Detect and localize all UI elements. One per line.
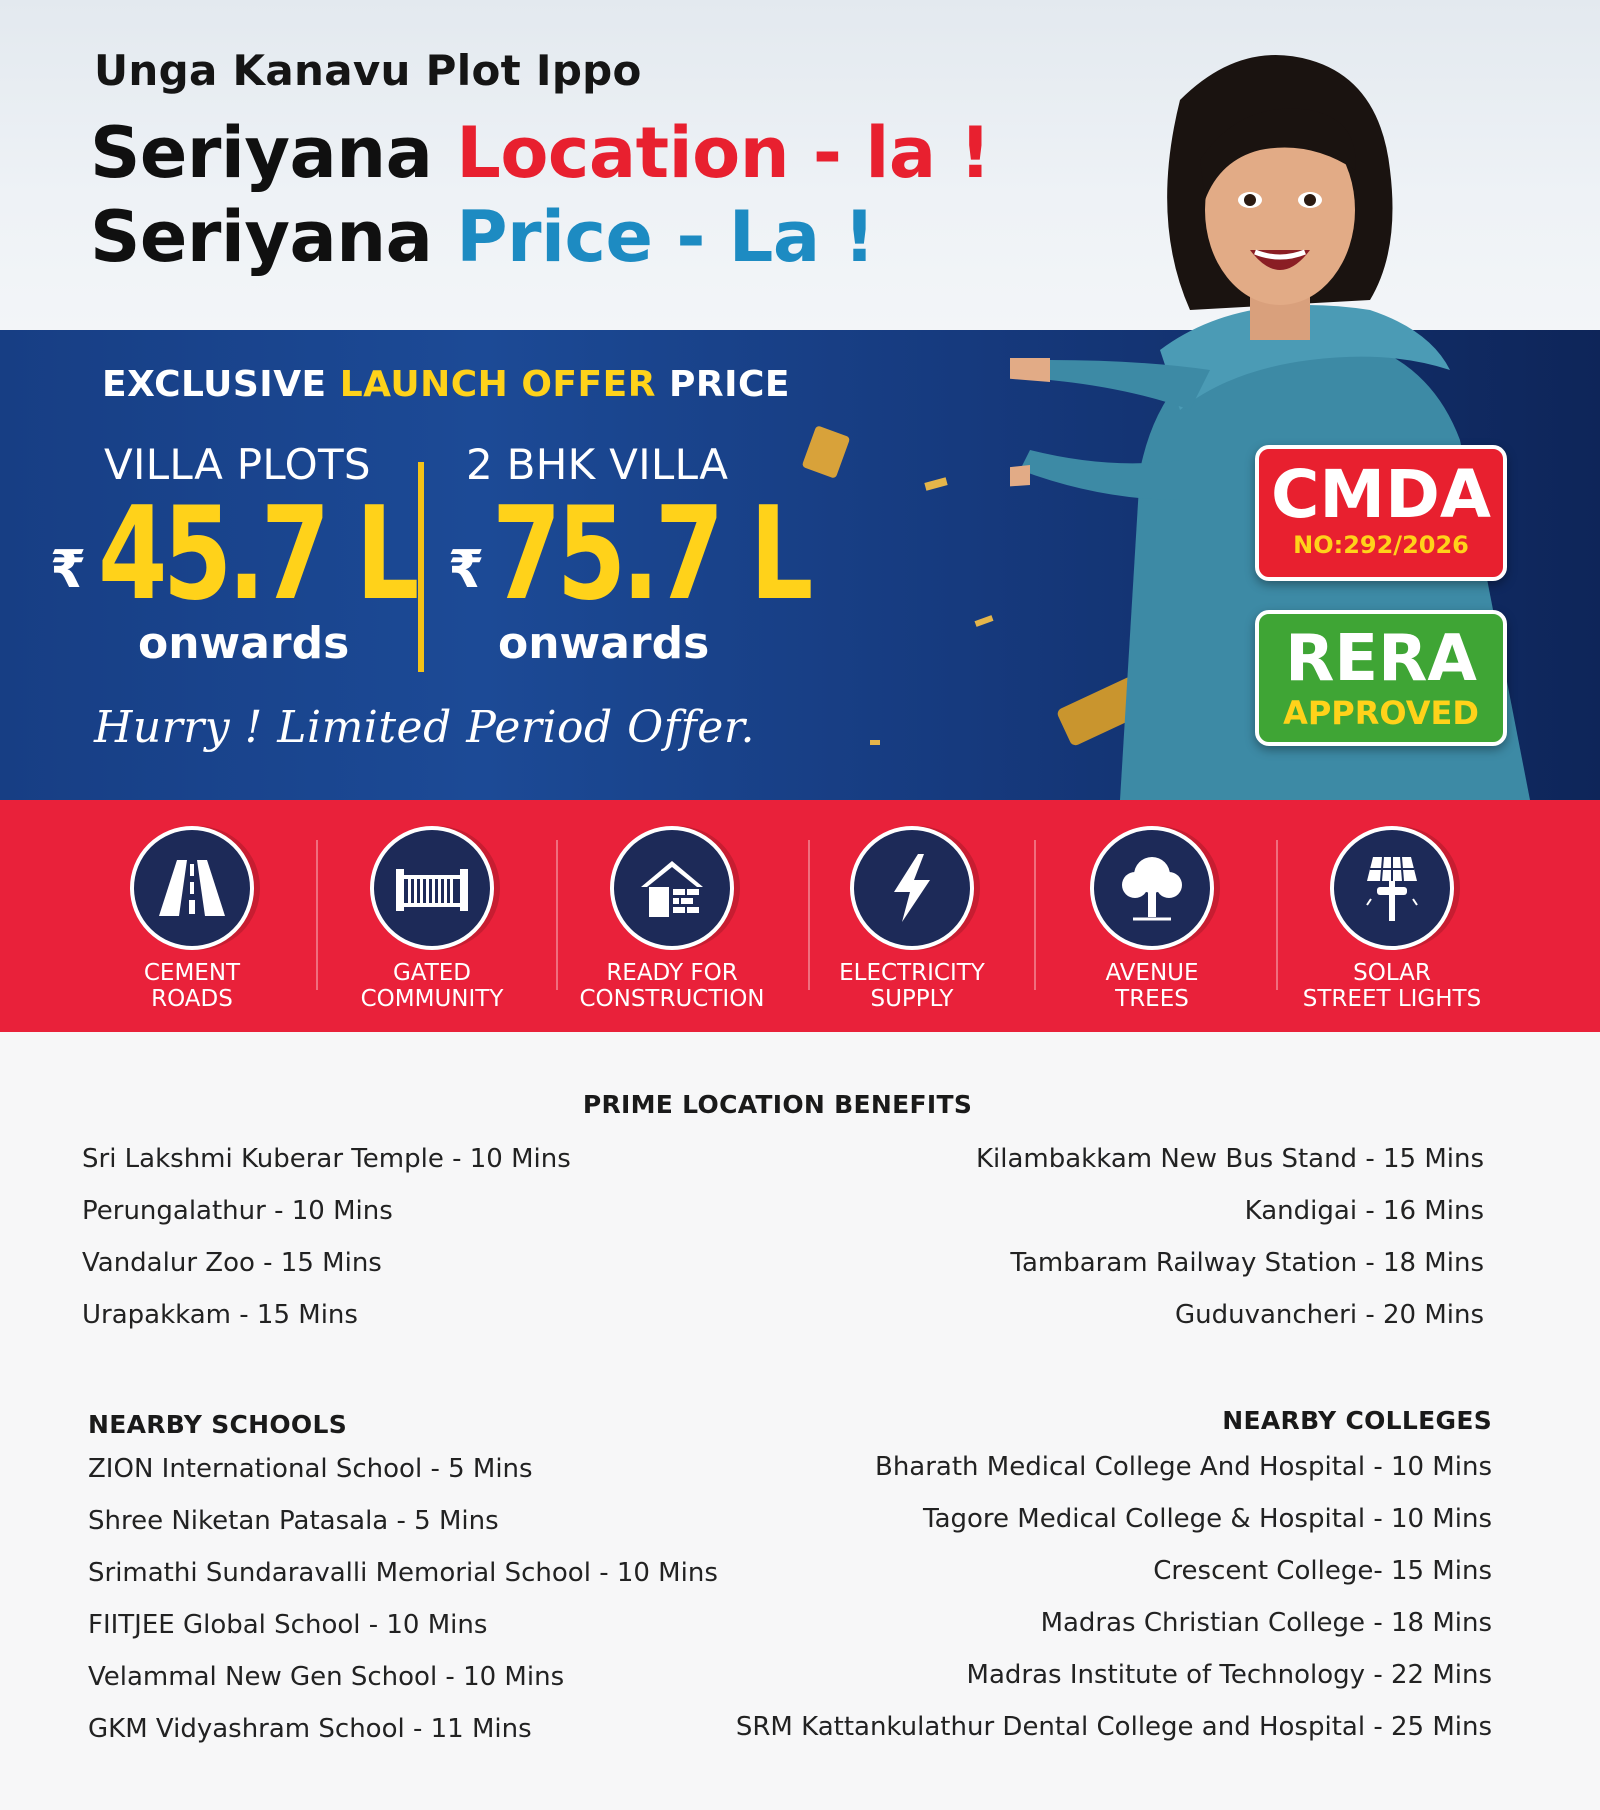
feature-label (802, 960, 1022, 1012)
offer-title-highlight: LAUNCH OFFER (339, 364, 656, 405)
prime-location-item: Guduvancheri - 20 Mins (1174, 1300, 1484, 1330)
feature-cement-roads (82, 826, 302, 1012)
school-item: FIITJEE Global School - 10 Mins (88, 1610, 488, 1640)
prime-location-item: Tambaram Railway Station - 18 Mins (1010, 1248, 1484, 1278)
headline-location-emphasis: Location - la ! (456, 112, 991, 194)
feature-label-line: CEMENT (143, 960, 241, 986)
college-item: Bharath Medical College And Hospital - 10 Mins (874, 1452, 1492, 1482)
villa-plots-label: VILLA PLOTS (104, 440, 371, 489)
prime-location-item: Urapakkam - 15 Mins (82, 1300, 358, 1330)
headline-price (90, 196, 875, 278)
rera-approved: APPROVED (1283, 694, 1479, 732)
college-item: Tagore Medical College & Hospital - 10 Mins (922, 1504, 1492, 1534)
feature-label-line: SUPPLY (870, 986, 954, 1012)
rera-title: RERA (1285, 622, 1477, 696)
feature-ready-for-construction (562, 826, 782, 1012)
onwards-label: onwards (498, 618, 710, 669)
rera-badge (1255, 610, 1507, 746)
feature-solar-street-lights (1282, 826, 1502, 1012)
feature-label-line: GATED (392, 960, 472, 986)
prime-location-item: Kandigai - 16 Mins (1244, 1196, 1484, 1226)
tagline: Unga Kanavu Plot Ippo (94, 46, 642, 95)
feature-label-line: READY FOR (606, 960, 738, 986)
prime-location-item: Sri Lakshmi Kuberar Temple - 10 Mins (82, 1144, 571, 1174)
feature-divider (316, 840, 318, 990)
feature-label-line: STREET LIGHTS (1302, 986, 1482, 1012)
nearby-schools-title: NEARBY SCHOOLS (88, 1410, 348, 1439)
tree-icon (1090, 826, 1214, 950)
villa-plots-price: 45.7 L (98, 480, 415, 629)
feature-label-line: ROADS (151, 986, 233, 1012)
onwards-label: onwards (138, 618, 350, 669)
feature-label (322, 960, 542, 1012)
feature-label (1042, 960, 1262, 1012)
school-item: ZION International School - 5 Mins (88, 1454, 533, 1484)
cmda-badge (1255, 445, 1507, 581)
offer-title-part: EXCLUSIVE (102, 364, 340, 405)
feature-avenue-trees (1042, 826, 1262, 1012)
gate-icon (370, 826, 494, 950)
feature-divider (1034, 840, 1036, 990)
school-item: Srimathi Sundaravalli Memorial School - 10 Mins (88, 1558, 718, 1588)
cmda-number: NO:292/2026 (1293, 531, 1469, 559)
rupee-symbol: ₹ (448, 540, 485, 600)
college-item: Madras Christian College - 18 Mins (1040, 1608, 1492, 1638)
feature-label-line: TREES (1115, 986, 1189, 1012)
headline-location-prefix: Seriyana (90, 112, 457, 194)
nearby-colleges-title: NEARBY COLLEGES (1222, 1406, 1492, 1435)
feature-electricity-supply (802, 826, 1022, 1012)
feature-label-line: AVENUE (1105, 960, 1199, 986)
features-band (0, 800, 1600, 1032)
limited-offer-text: Hurry ! Limited Period Offer. (94, 702, 756, 753)
house-brick-icon (610, 826, 734, 950)
headline-price-emphasis: Price - La ! (456, 196, 875, 278)
prime-location-item: Vandalur Zoo - 15 Mins (82, 1248, 382, 1278)
feature-divider (1276, 840, 1278, 990)
school-item: Velammal New Gen School - 10 Mins (88, 1662, 565, 1692)
feature-label (1282, 960, 1502, 1012)
feature-label (82, 960, 302, 1012)
feature-label (562, 960, 782, 1012)
school-item: GKM Vidyashram School - 11 Mins (88, 1714, 532, 1744)
feature-gated-community (322, 826, 542, 1012)
headline-price-prefix: Seriyana (90, 196, 457, 278)
college-item: Madras Institute of Technology - 22 Mins (966, 1660, 1492, 1690)
college-item: SRM Kattankulathur Dental College and Hospital - 25 Mins (735, 1712, 1492, 1742)
cmda-title: CMDA (1271, 456, 1491, 533)
lightning-icon (850, 826, 974, 950)
prime-location-item: Perungalathur - 10 Mins (82, 1196, 393, 1226)
prime-location-item: Kilambakkam New Bus Stand - 15 Mins (975, 1144, 1484, 1174)
bhk-villa-label: 2 BHK VILLA (466, 440, 729, 489)
offer-title-part: PRICE (655, 364, 790, 405)
prime-location-title: PRIME LOCATION BENEFITS (582, 1090, 973, 1119)
feature-divider (556, 840, 558, 990)
feature-label-line: COMMUNITY (360, 986, 504, 1012)
road-icon (130, 826, 254, 950)
school-item: Shree Niketan Patasala - 5 Mins (88, 1506, 499, 1536)
feature-label-line: ELECTRICITY (839, 960, 985, 986)
feature-label-line: CONSTRUCTION (579, 986, 765, 1012)
bhk-villa-price: 75.7 L (492, 480, 809, 629)
headline-location (90, 112, 991, 194)
feature-label-line: SOLAR (1353, 960, 1431, 986)
rupee-symbol: ₹ (50, 540, 87, 600)
college-item: Crescent College- 15 Mins (1153, 1556, 1492, 1586)
location-info-section (0, 1032, 1600, 1810)
solar-light-icon (1330, 826, 1454, 950)
